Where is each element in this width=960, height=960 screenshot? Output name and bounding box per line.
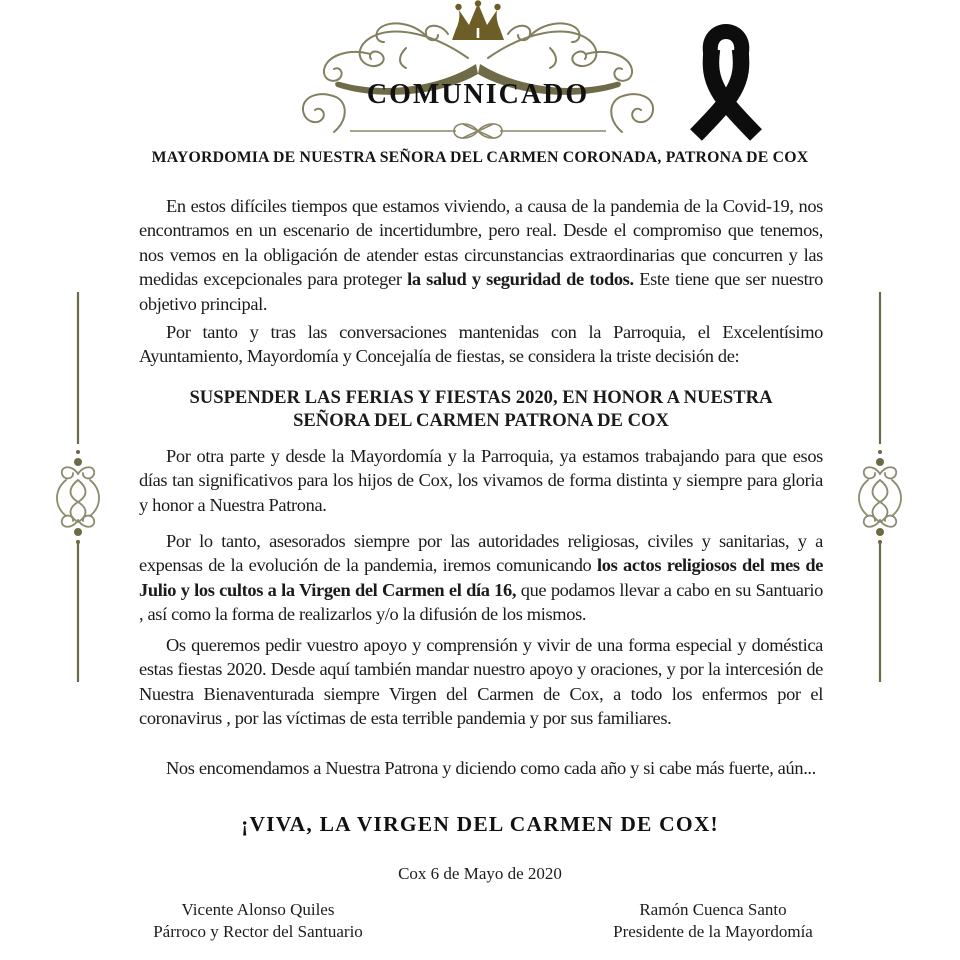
side-scroll-ornament-right [842,292,918,682]
signature-name: Ramón Cuenca Santo [639,900,787,919]
text-segment: Por otra parte y desde la Mayordomía y la Parroquia, ya estamos trabajando para que esos días tan significativos para los hijos de Cox, los vivamos de forma distinta y siempre para gloria y honor a Nuestra Patrona. [139,446,823,515]
crown-icon [452,0,504,40]
signature-right [597,899,829,942]
crown-flourish-ornament [278,0,678,148]
signature-role: Presidente de la Mayordomía [613,921,813,941]
organization-title: MAYORDOMIA DE NUESTRA SEÑORA DEL CARMEN CORONADA, PATRONA DE COX [151,149,809,166]
body-paragraph [139,756,823,780]
text-segment: Os queremos pedir vuestro apoyo y comprensión y vivir de una forma especial y doméstica estas fiestas 2020. Desde aquí también mandar nuestro apoyo y oraciones, y por la intercesión de Nuestra Bienaventurada siempre Virgen del Carmen de Cox, a todo los enfermos por el coronavirus , por las víctimas de esta terrible pandemia y por sus familiares. [139,635,823,729]
text-segment: Por tanto y tras las conversaciones mantenidas con la Parroquia, el Excelentísimo Ayuntamiento, Mayordomía y Concejalía de fiestas, se considera la triste decisión de: [139,322,823,367]
text-segment: que podamos llevar a cabo en su Santuario , así como la forma de realizarlos y/o la difusión de los mismos. [139,579,823,625]
date-line: Cox 6 de Mayo de 2020 [398,864,562,883]
side-scroll-ornament-left [40,292,116,682]
mourning-ribbon-icon [676,10,776,142]
body-paragraph [139,444,823,517]
text-segment: Este tiene que ser nuestro objetivo principal. [139,269,823,314]
decision-heading [139,386,823,432]
signature-left [142,899,374,942]
text-segment: En estos difíciles tiempos que estamos viviendo, a causa de la pandemia de la Covid-19, nos encontramos en un escenario de incertidumbre, pero real. Desde el compromiso que tenemos, nos vemos en la obligación de atender estas circunstancias extraordinarias que concurren y las medidas excepcionales para proteger [139,196,823,290]
viva-heading: ¡VIVA, LA VIRGEN DEL CARMEN DE COX! [241,812,719,836]
signature-role: Párroco y Rector del Santuario [153,921,363,941]
body-paragraph [139,633,823,731]
decision-heading-line: SEÑORA DEL CARMEN PATRONA DE COX [293,410,669,431]
decision-heading-line: SUSPENDER LAS FERIAS Y FIESTAS 2020, EN HONOR A NUESTRA [189,387,773,408]
bold-text-segment: la salud y seguridad de todos. [407,269,634,290]
bold-text-segment: los actos religiosos del mes de Julio y los cultos a la Virgen del Carmen el día 16, [139,555,824,600]
body-paragraph [139,194,823,316]
signature-name: Vicente Alonso Quiles [181,900,335,919]
infinity-knot-divider [350,124,606,138]
body-paragraph [139,320,823,369]
page-title: COMUNICADO [366,79,590,110]
text-segment: Nos encomendamos a Nuestra Patrona y diciendo como cada año y si cabe más fuerte, aún... [166,758,816,778]
body-paragraph [139,529,823,627]
text-segment: Por lo tanto, asesorados siempre por las autoridades religiosas, civiles y sanitarias, y a expensas de la evolución de la pandemia, iremos comunicando [139,531,823,576]
